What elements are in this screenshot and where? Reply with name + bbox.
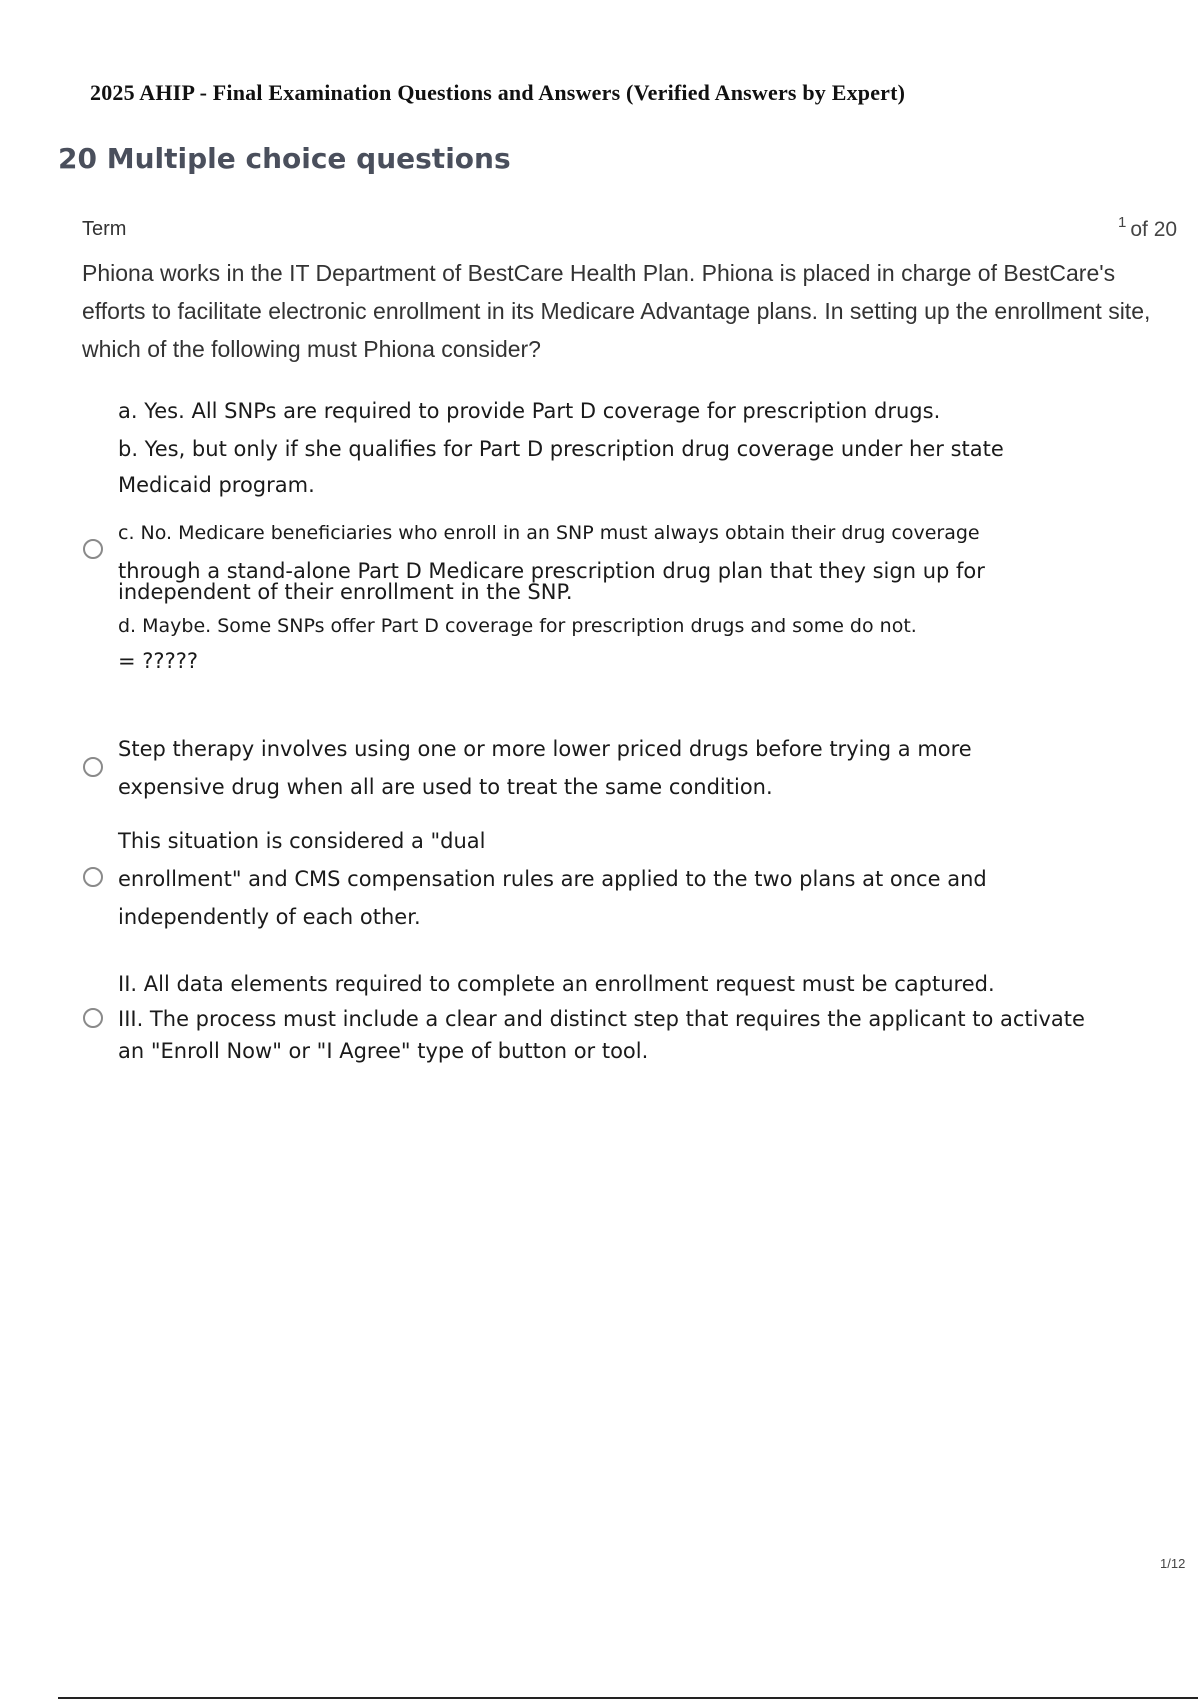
option-2-line-4: d. Maybe. Some SNPs offer Part D coverage for prescription drugs and some do not. [118,615,917,637]
option-2-line-3: independent of their enrollment in the SNP. [118,580,573,604]
question-counter [1118,214,1178,242]
bottom-divider [58,1697,1198,1699]
option-4-line-3: independently of each other. [118,905,421,929]
option-5-line-2: III. The process must include a clear and distinct step that requires the applicant to activate [118,1007,1085,1031]
option-2-line-1: c. No. Medicare beneficiaries who enroll in an SNP must always obtain their drug coverage [118,522,980,544]
counter-current: 1 [1118,214,1127,231]
option-5-line-1: II. All data elements required to complete an enrollment request must be captured. [118,972,995,996]
option-3-line-1: Step therapy involves using one or more lower priced drugs before trying a more [118,737,972,761]
radio-circle-icon[interactable] [83,757,103,777]
option-4-line-2: enrollment" and CMS compensation rules are applied to the two plans at once and [118,867,987,891]
term-label: Term [82,218,127,240]
counter-total: of 20 [1130,218,1178,241]
option-1-line-2: b. Yes, but only if she qualifies for Part D prescription drug coverage under her state [118,437,1004,461]
option-3-line-2: expensive drug when all are used to treat the same condition. [118,775,773,799]
radio-circle-icon[interactable] [83,539,103,559]
option-1-line-1: a. Yes. All SNPs are required to provide Part D coverage for prescription drugs. [118,399,941,423]
radio-circle-icon[interactable] [83,1008,103,1028]
document-title: 2025 AHIP - Final Examination Questions and Answers (Verified Answers by Expert) [90,80,906,105]
option-1-line-3: Medicaid program. [118,473,315,497]
section-title: 20 Multiple choice questions [58,142,511,175]
radio-circle-icon[interactable] [83,867,103,887]
option-2-line-2: through a stand-alone Part D Medicare prescription drug plan that they sign up for [118,559,985,583]
option-4-line-1: This situation is considered a "dual [118,829,486,853]
page-number: 1/12 [1160,1556,1186,1571]
option-5-line-3: an "Enroll Now" or "I Agree" type of button or tool. [118,1039,649,1063]
option-2-line-5: = ????? [118,649,199,673]
question-text: Phiona works in the IT Department of BestCare Health Plan. Phiona is placed in charge of BestCare's efforts to facilitate electronic enrollment in its Medicare Advantage plans. In setting up the enrollment site, which of the following must Phiona consider? [82,260,1151,362]
